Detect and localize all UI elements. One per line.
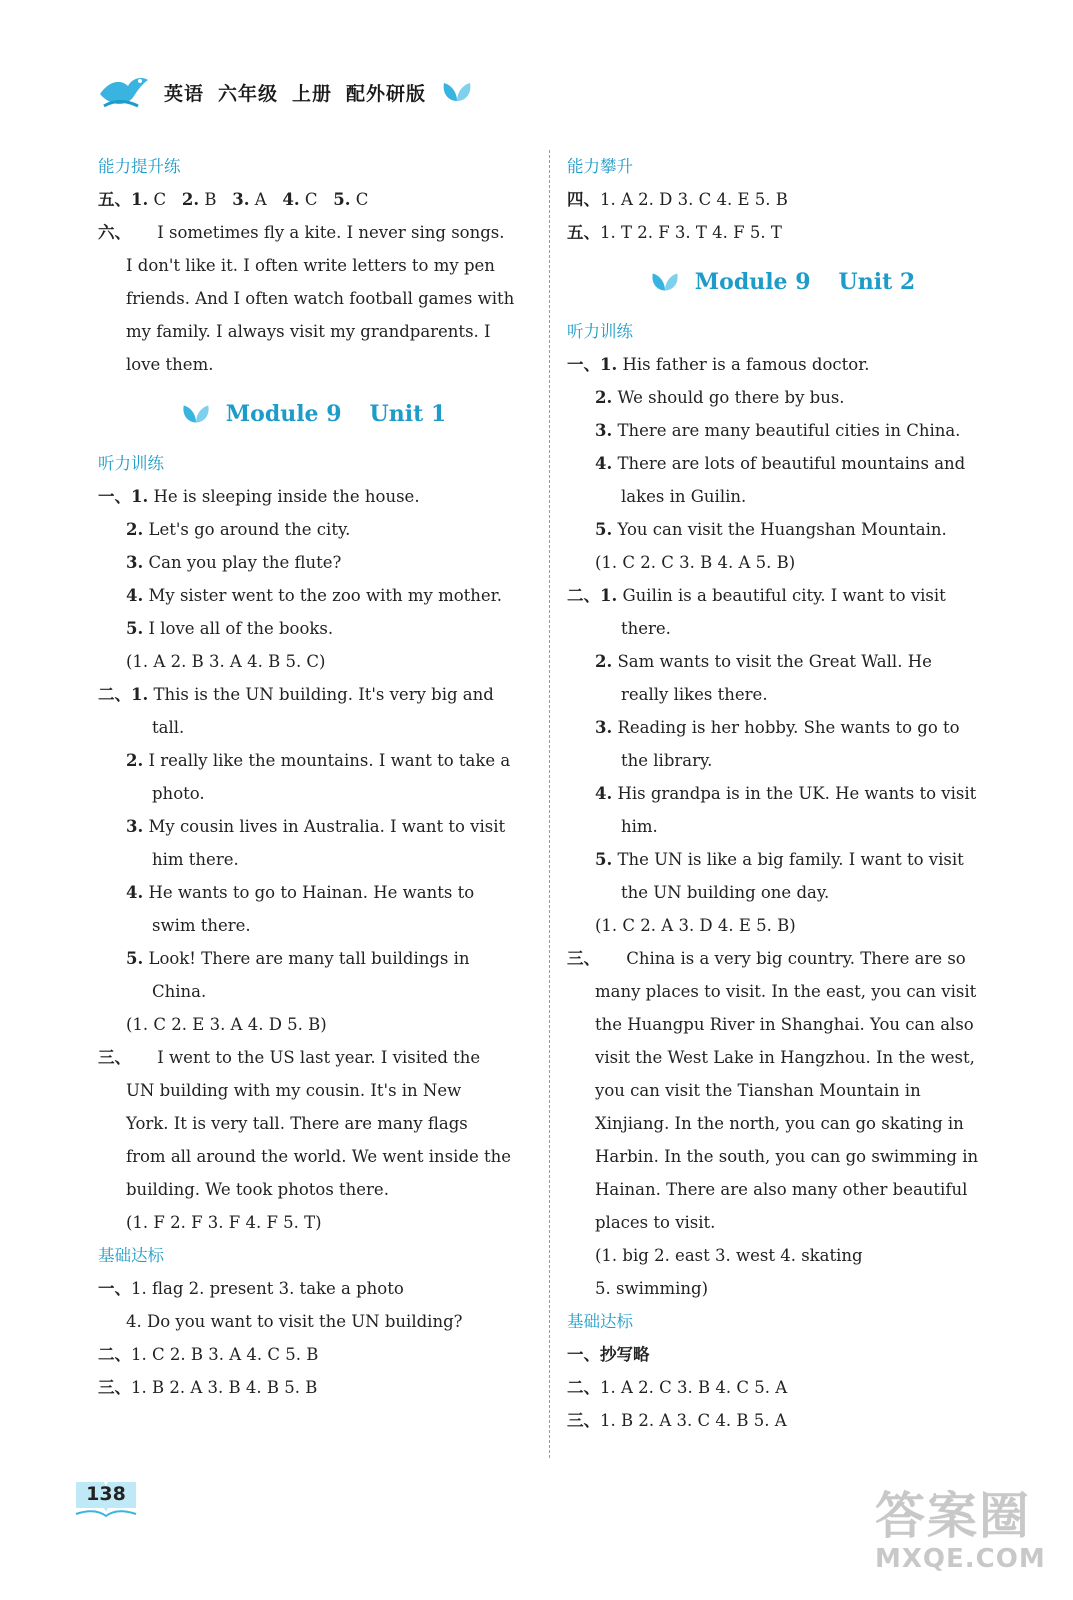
list-item: 一、1. He is sleeping inside the house.: [98, 487, 420, 506]
answer-row: 五、1. T 2. F 3. T 4. F 5. T: [567, 223, 782, 242]
list-item: 3. Reading is her hobby. She wants to go to: [595, 718, 960, 737]
watermark: 答案圈 MXQE.COM: [875, 1487, 1046, 1574]
column-divider: [549, 150, 550, 1458]
list-item: 一、1. His father is a famous doctor.: [567, 355, 870, 374]
left-column: [98, 150, 528, 1404]
paragraph-line: I don't like it. I often write letters to my pen: [126, 256, 495, 275]
list-item: photo.: [152, 784, 205, 803]
answer-key: (1. C 2. C 3. B 4. A 5. B): [595, 553, 796, 572]
section-title: 听力训练: [567, 322, 633, 341]
list-item: 4. My sister went to the zoo with my mother.: [126, 586, 502, 605]
paragraph-line: my family. I always visit my grandparents. I: [126, 322, 491, 341]
answer-key: (1. big 2. east 3. west 4. skating: [595, 1246, 863, 1265]
paragraph-line: building. We took photos there.: [126, 1180, 389, 1199]
answer-key: (1. F 2. F 3. F 4. F 5. T): [126, 1213, 322, 1232]
answer-row: 三、1. B 2. A 3. B 4. B 5. B: [98, 1378, 318, 1397]
leaf-icon: [440, 81, 474, 103]
paragraph-line: 三、 China is a very big country. There are so: [567, 949, 966, 968]
answer-key: 5. swimming): [595, 1279, 709, 1298]
paragraph-line: Hainan. There are also many other beautiful: [595, 1180, 968, 1199]
section-title: 能力提升练: [98, 157, 181, 176]
list-item: him.: [621, 817, 658, 836]
list-item: 2. Let's go around the city.: [126, 520, 351, 539]
answer-key: (1. A 2. B 3. A 4. B 5. C): [126, 652, 326, 671]
paragraph-line: 六、 I sometimes fly a kite. I never sing songs.: [98, 223, 505, 242]
list-item: 2. I really like the mountains. I want to take a: [126, 751, 511, 770]
bird-logo-icon: [98, 72, 150, 112]
section-title: 能力攀升: [567, 157, 633, 176]
page-number: 138: [74, 1478, 138, 1518]
paragraph-line: Harbin. In the south, you can go swimming in: [595, 1147, 979, 1166]
list-item: 2. Sam wants to visit the Great Wall. He: [595, 652, 932, 671]
list-item: 2. We should go there by bus.: [595, 388, 845, 407]
section-title: 基础达标: [98, 1246, 164, 1265]
paragraph-line: Xinjiang. In the north, you can go skating in: [595, 1114, 964, 1133]
answer-key: (1. C 2. E 3. A 4. D 5. B): [126, 1015, 327, 1034]
book-title: 英语 六年级 上册 配外研版: [164, 82, 427, 105]
list-item: 3. My cousin lives in Australia. I want to visit: [126, 817, 506, 836]
list-item: there.: [621, 619, 671, 638]
list-item: the library.: [621, 751, 713, 770]
leaf-icon: [649, 271, 681, 293]
list-item: China.: [152, 982, 207, 1001]
answer-row: 五、1. C 2. B 3. A 4. C 5. C: [98, 190, 369, 209]
page-header: [98, 70, 474, 114]
module-heading: Module 9 Unit 2: [567, 249, 997, 315]
right-column: [567, 150, 997, 1437]
answer-row: 二、1. C 2. B 3. A 4. C 5. B: [98, 1345, 319, 1364]
answer-row: 一、抄写略: [567, 1345, 650, 1364]
answer-row: 三、1. B 2. A 3. C 4. B 5. A: [567, 1411, 787, 1430]
list-item: 5. I love all of the books.: [126, 619, 334, 638]
section-title: 听力训练: [98, 454, 164, 473]
list-item: really likes there.: [621, 685, 768, 704]
paragraph-line: friends. And I often watch football games with: [126, 289, 515, 308]
list-item: lakes in Guilin.: [621, 487, 747, 506]
list-item: 5. Look! There are many tall buildings in: [126, 949, 470, 968]
list-item: 3. Can you play the flute?: [126, 553, 342, 572]
list-item: 4. His grandpa is in the UK. He wants to visit: [595, 784, 977, 803]
paragraph-line: visit the West Lake in Hangzhou. In the west,: [595, 1048, 975, 1067]
answer-key: (1. C 2. A 3. D 4. E 5. B): [595, 916, 796, 935]
answer-row: 二、1. A 2. C 3. B 4. C 5. A: [567, 1378, 788, 1397]
list-item: him there.: [152, 850, 239, 869]
paragraph-line: places to visit.: [595, 1213, 716, 1232]
paragraph-line: the Huangpu River in Shanghai. You can also: [595, 1015, 974, 1034]
paragraph-line: from all around the world. We went inside the: [126, 1147, 511, 1166]
paragraph-line: love them.: [126, 355, 214, 374]
list-item: 5. The UN is like a big family. I want to visit: [595, 850, 964, 869]
list-item: 3. There are many beautiful cities in China.: [595, 421, 961, 440]
paragraph-line: York. It is very tall. There are many flags: [126, 1114, 468, 1133]
answer-row: 一、1. flag 2. present 3. take a photo: [98, 1279, 404, 1298]
list-item: 二、1. This is the UN building. It's very big and: [98, 685, 494, 704]
module-heading: Module 9 Unit 1: [98, 381, 528, 447]
list-item: tall.: [152, 718, 185, 737]
section-title: 基础达标: [567, 1312, 633, 1331]
paragraph-line: you can visit the Tianshan Mountain in: [595, 1081, 921, 1100]
list-item: the UN building one day.: [621, 883, 830, 902]
list-item: 4. He wants to go to Hainan. He wants to: [126, 883, 475, 902]
paragraph-line: 三、 I went to the US last year. I visited the: [98, 1048, 481, 1067]
paragraph-line: many places to visit. In the east, you can visit: [595, 982, 977, 1001]
list-item: swim there.: [152, 916, 251, 935]
list-item: 二、1. Guilin is a beautiful city. I want to visit: [567, 586, 946, 605]
answer-row: 4. Do you want to visit the UN building?: [126, 1312, 463, 1331]
answer-row: 四、1. A 2. D 3. C 4. E 5. B: [567, 190, 788, 209]
paragraph-line: UN building with my cousin. It's in New: [126, 1081, 462, 1100]
list-item: 4. There are lots of beautiful mountains and: [595, 454, 966, 473]
leaf-icon: [180, 403, 212, 425]
list-item: 5. You can visit the Huangshan Mountain.: [595, 520, 947, 539]
